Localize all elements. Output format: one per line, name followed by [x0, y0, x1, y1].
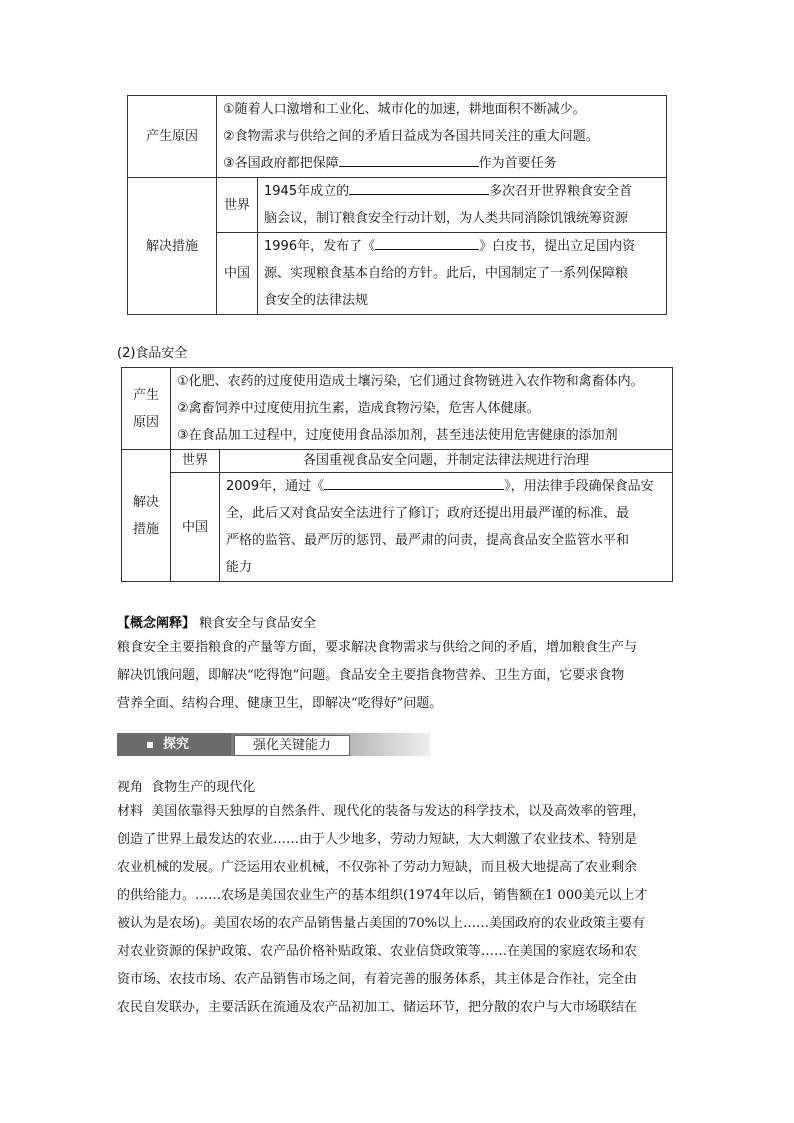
grain-security-table [127, 95, 667, 315]
china-line-1: 1996年，发布了《 》白皮书，提出立足国内资 [258, 233, 666, 260]
world-label: 世界 [171, 450, 220, 473]
cause-line-2: ②食物需求与供给之间的矛盾日益成为各国共同关注的重大问题。 [223, 129, 599, 144]
china-line-3: 严格的监管、最严厉的惩罚、最严肃的问责，提高食品安全监管水平和 [226, 533, 630, 548]
square-icon [147, 742, 153, 748]
concept-heading: 【概念阐释】 粮食安全与食品安全 [117, 616, 317, 631]
china-line-1: 2009年，通过《 》，用法律手段确保食品安 [220, 473, 672, 500]
china-line-2: 源、实现粮食基本自给的方针。此后，中国制定了一系列保障粮 [264, 266, 629, 281]
section-title: (2)食品安全 [117, 346, 188, 361]
china-label: 中国 [217, 233, 258, 315]
material-paragraph: 材料 美国依靠得天独厚的自然条件、现代化的装备与发达的科学技术，以及高效率的管理， 创造了世界上最发达的农业……由于人少地多，劳动力短缺，大大刺激了农业技术、特别是 农业机械的发展。广泛运用农业机械，不仅弥补了劳动力短缺，而且极大地提高了农业剩余 的供给能力。……农场是美国农业生产的基本组织(1974年以后，销售额在1 000美元以上才 被认为是农场)。美国农场的农产品销售量占美国的70%以上……美国政府的农业政策主要有 对农业资源的保护政策、农产品价格补贴政策、农业信贷政策等……在美国的家庭农场和农 资市场、农技市场、农产品销售市场之间，有着完善的服务体系，其主体是合作社，完全由 农民自发联办，主要活跃在流通及农产品初加工、储运环节，把分散的农户与大市场联结在 [117, 804, 648, 1015]
cause-label: 产生原因 [128, 96, 217, 178]
cause-content [171, 368, 673, 450]
cause-line-3: ③各国政府都把保障 作为首要任务 [217, 150, 666, 177]
china-line-4: 能力 [226, 560, 253, 575]
measures-label: 解决 措施 [122, 450, 171, 582]
world-label: 世界 [217, 178, 258, 233]
perspective-heading: 视角 食物生产的现代化 [117, 780, 256, 795]
section-banner [117, 733, 430, 756]
cause-line-3: ③在食品加工过程中，过度使用食品添加剂，甚至违法使用危害健康的添加剂 [177, 428, 618, 443]
measures-label: 解决措施 [128, 178, 217, 315]
answer-blank[interactable] [339, 152, 479, 167]
world-line-2: 脑会议，制订粮食安全行动计划，为人类共同消除饥饿统筹资源 [264, 211, 629, 226]
answer-blank[interactable] [375, 235, 479, 250]
answer-blank[interactable] [324, 475, 504, 490]
banner-subtitle: 强化关键能力 [234, 735, 350, 756]
cause-content [217, 96, 667, 178]
answer-blank[interactable] [349, 180, 489, 195]
world-line-1: 1945年成立的 多次召开世界粮食安全首 [258, 178, 666, 205]
world-content: 各国重视食品安全问题，并制定法律法规进行治理 [220, 450, 673, 473]
food-safety-table [121, 367, 673, 582]
cause-line-1: ①随着人口激增和工业化、城市化的加速，耕地面积不断减少。 [223, 102, 586, 117]
cause-label: 产生 原因 [122, 368, 171, 450]
china-label: 中国 [171, 473, 220, 582]
china-content [258, 233, 667, 315]
concept-paragraph: 粮食安全主要指粮食的产量等方面，要求解决食物需求与供给之间的矛盾，增加粮食生产与 解决饥饿问题，即解决“吃得饱”问题。食品安全主要指食物营养、卫生方面，它要求食物 营养全面、结构合理、健康卫生，即解决“吃得好”问题。 [117, 640, 638, 711]
cause-line-2: ②禽畜饲养中过度使用抗生素，造成食物污染，危害人体健康。 [177, 401, 540, 416]
china-content [220, 473, 673, 582]
banner-explore: 探究 [117, 733, 231, 756]
cause-line-1: ①化肥、农药的过度使用造成土壤污染，它们通过食物链进入农作物和禽畜体内。 [177, 374, 644, 389]
china-line-2: 全，此后又对食品安全法进行了修订；政府还提出用最严谨的标准、最 [226, 506, 630, 521]
world-content [258, 178, 667, 233]
china-line-3: 食安全的法律法规 [264, 293, 369, 308]
